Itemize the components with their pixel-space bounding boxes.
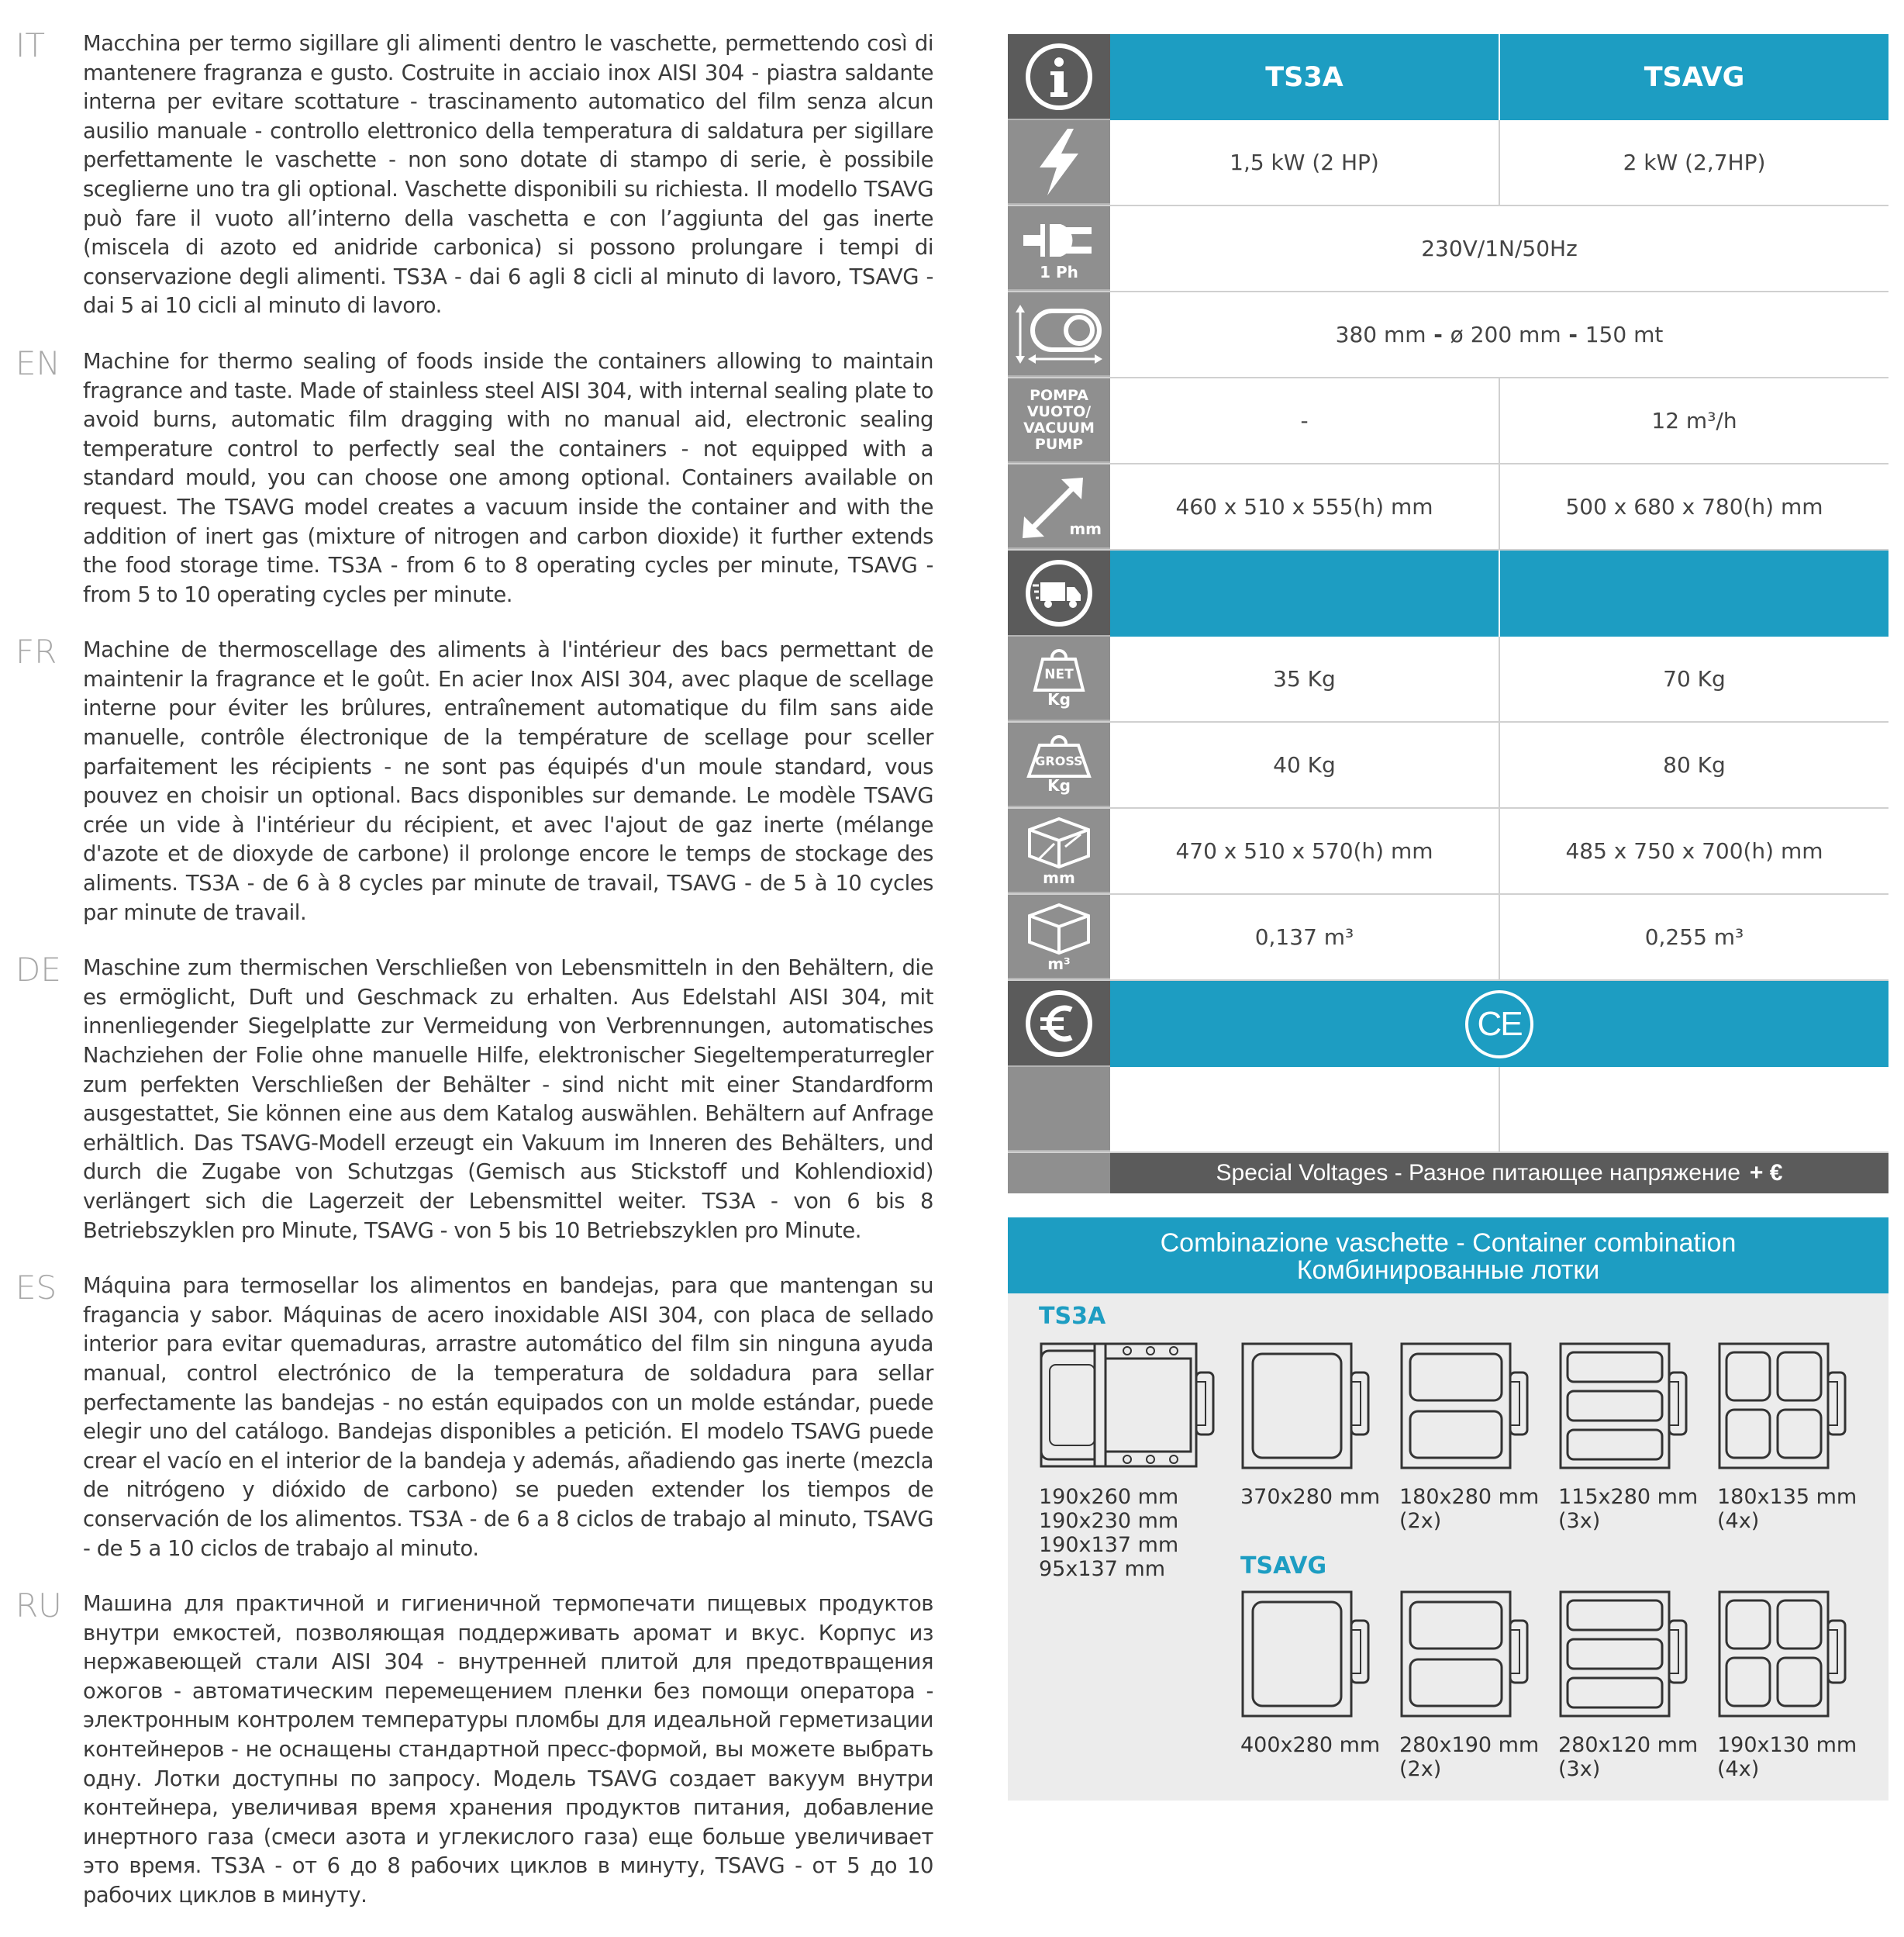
film-width: 380 mm [1335, 322, 1426, 347]
voltage-row [1008, 206, 1888, 292]
model-name: TS3A [1110, 34, 1499, 120]
box-dimensions-icon [1008, 809, 1110, 893]
lang-code: FR [16, 633, 57, 672]
tray-size: 180x135 mm [1717, 1485, 1857, 1509]
gross-weight-value: 40 Kg [1110, 723, 1499, 807]
box-dimensions-unit: mm [1043, 868, 1075, 887]
power-value: 2 kW (2,7HP) [1499, 120, 1888, 205]
film-length: 150 mt [1585, 322, 1664, 347]
gross-weight-value: 80 Kg [1499, 723, 1888, 807]
gross-weight-icon [1008, 723, 1110, 807]
combination-header [1008, 1217, 1888, 1293]
film-roll-icon [1008, 292, 1110, 377]
plug-icon [1008, 206, 1110, 291]
tray-label [1717, 1485, 1857, 1533]
lightning-icon [1008, 120, 1110, 205]
dimensions-value: 460 x 510 x 555(h) mm [1110, 464, 1499, 549]
vacuum-pump-label: POMPA VUOTO/ VACUUM PUMP [1023, 386, 1095, 453]
special-voltages-text [1110, 1153, 1888, 1193]
tray-label [1240, 1733, 1380, 1757]
box-volume-unit: m³ [1047, 954, 1071, 973]
price-row-spacer [1008, 1067, 1110, 1151]
volume-value: 0,255 m³ [1499, 895, 1888, 979]
delivery-truck-icon [1008, 551, 1110, 637]
pump-value: 12 m³/h [1499, 378, 1888, 463]
tray-size: 280x120 mm [1558, 1733, 1699, 1757]
lang-description: Máquina para termosellar los alimentos en bandejas, para que mantengan su fragancia y sabor. Máquinas de acero inoxidable AISI 304, con placa de sellado interior para evitar quemaduras, arrastre automático del film sin ninguna ayuda manual, control electrónico de la temperatura de soldadura para sellar perfectamente las bandejas - no están equipados con un molde estándar, puede elegir uno del catálogo. Bandejas disponibles a petición. El modelo TSAVG puede crear el vacío en el interior de la bandeja y además, añadiendo gas inerte (mezcla de nitrógeno y dióxido de carbono) se pueden extender los tiempos de conservación de los alimentos. TS3A - de 6 a 8 ciclos de trabajo al minuto, TSAVG - de 5 a 10 ciclos de trabajo al minuto. [83, 1274, 933, 1561]
tray-triple [1558, 1590, 1690, 1721]
combination-title: Combinazione vaschette - Container combination [1160, 1228, 1737, 1258]
ts3a-title: TS3A [1039, 1303, 1106, 1330]
tray-size: 115x280 mm [1558, 1485, 1699, 1509]
special-voltages-suffix: + € [1749, 1160, 1783, 1186]
tray-triple [1558, 1341, 1690, 1473]
film-separator: - [1561, 322, 1585, 347]
special-voltages-row [1008, 1153, 1888, 1193]
net-weight-value: 70 Kg [1499, 637, 1888, 721]
lang-block-de [16, 951, 933, 1245]
combination-title-ru: Комбинированные лотки [1296, 1255, 1600, 1285]
tray-count: (4x) [1717, 1509, 1760, 1533]
price-blank [1110, 1067, 1499, 1151]
tray-double [1399, 1341, 1531, 1473]
tray-size: 190x137 mm [1039, 1533, 1179, 1557]
lang-description: Macchina per termo sigillare gli alimenti dentro le vaschette, permettendo così di mantenere fragranza e gusto. Costruite in acciaio inox AISI 304 - piastra saldante interna per evitare scottature - trascinamento automatico del film senza alcun ausilio manuale - controllo elettronico della temperatura di saldatura per sigillare perfettamente le vaschette - non sono dotate di stampo di serie, è possibile sceglierne uno tra gli optional. Vaschette disponibili su richiesta. Il modello TSAVG può fare il vuoto all’interno della vaschetta e con l’aggiunta del gas inerte (miscela di azoto ed anidride carbonica) si possono prolungare i tempi di conservazione degli alimenti. TS3A - dai 6 agli 8 cicli al minuto di lavoro, TSAVG - dai 5 ai 10 cicli al minuto di lavoro. [83, 32, 933, 319]
ce-mark-text: CE [1477, 1004, 1522, 1043]
tsavg-title: TSAVG [1240, 1552, 1327, 1580]
model-name: TSAVG [1499, 34, 1888, 120]
tray-label [1717, 1733, 1857, 1781]
special-voltages-spacer [1008, 1153, 1110, 1193]
lang-block-it [16, 26, 933, 321]
container-combination-panel [1008, 1217, 1888, 1801]
description-column [16, 26, 933, 1937]
tray-size: 190x260 mm [1039, 1485, 1179, 1509]
dimensions-arrow-icon [1008, 464, 1110, 549]
lang-description: Maschine zum thermischen Verschließen von Lebensmitteln in den Behältern, die es ermöglicht, Duft und Geschmack zu erhalten. Aus Edelstahl AISI 304, mit innenliegender Siegelplatte zur Vermeidung von Verbrennungen, automatisches Nachziehen der Folie ohne manuelle Hilfe, elektronischer Siegeltemperaturregler zum perfekten Verschließen der Behälter - sind nicht mit einer Standardform ausgestattet, Sie können eine aus dem Katalog auswählen. Behältern auf Anfrage erhältlich. Das TSAVG-Modell erzeugt ein Vakuum im Inneren des Behälters, und durch die Zugabe von Schutzgas (Gemisch aus Stickstoff und Kohlendioxid) verlängert sich die Lagerzeit der Lebensmittel weiter. TS3A - von 6 bis 8 Betriebszyklen pro Minute, TSAVG - von 5 bis 10 Betriebszyklen pro Minute. [83, 956, 933, 1243]
volume-row [1008, 895, 1888, 981]
tray-size: 280x190 mm [1399, 1733, 1540, 1757]
price-blank [1499, 1067, 1888, 1151]
volume-value: 0,137 m³ [1110, 895, 1499, 979]
lang-block-fr [16, 633, 933, 927]
shipping-blank [1110, 551, 1499, 637]
info-icon [1008, 34, 1110, 120]
shipping-blank [1499, 551, 1888, 637]
lang-code: IT [16, 26, 46, 64]
vacuum-pump-row [1008, 378, 1888, 464]
lang-description: Machine de thermoscellage des aliments à l'intérieur des bacs permettant de maintenir la fragrance et le goût. En acier Inox AISI 304, avec plaque de scellage interne pour éviter les brûlures, entraînement automatique du film sans aide manuelle, contrôle électronique de la température de scellage pour sceller parfaitement les récipients - ne sont pas équipés d'un moule standard, vous pouvez en choisir un optional. Bacs disponibles sur demande. Le modèle TSAVG crée un vide à l'intérieur du récipient, et avec l'ajout de gaz inerte (mélange d'azote et de dioxyde de carbone) il prolonge encore le temps de stockage des aliments. TS3A - de 6 à 8 cycles par minute de travail, TSAVG - de 5 à 10 cycles par minute de travail. [83, 638, 933, 925]
film-row [1008, 292, 1888, 378]
lang-code: DE [16, 951, 61, 989]
packing-dimensions-value: 485 x 750 x 700(h) mm [1499, 809, 1888, 893]
tray-quad [1717, 1590, 1849, 1721]
euro-icon [1008, 981, 1110, 1067]
gross-weight-tag: GROSS [1035, 753, 1083, 768]
lang-code: RU [16, 1587, 62, 1625]
spec-header-row [1008, 34, 1888, 120]
shipping-header-row [1008, 551, 1888, 637]
tray-size: 95x137 mm [1039, 1557, 1166, 1581]
tray-label [1240, 1485, 1380, 1509]
tray-quad [1717, 1341, 1849, 1473]
tray-size: 400x280 mm [1240, 1733, 1381, 1757]
price-header-row [1008, 981, 1888, 1067]
box-volume-icon [1008, 895, 1110, 979]
spec-table [1008, 34, 1888, 1193]
tray-size: 190x130 mm [1717, 1733, 1857, 1757]
tray-single [1240, 1590, 1372, 1721]
packing-dimensions-value: 470 x 510 x 570(h) mm [1110, 809, 1499, 893]
tray-label [1399, 1733, 1539, 1781]
net-weight-icon [1008, 637, 1110, 721]
net-weight-value: 35 Kg [1110, 637, 1499, 721]
lang-block-en [16, 344, 933, 609]
tray-count: (3x) [1558, 1509, 1601, 1533]
lang-description: Машина для практичной и гигиеничной термопечати пищевых продуктов внутри емкостей, позволяющая поддерживать аромат и вкус. Корпус из нержавеющей стали AISI 304 - внутренней плитой для предотвращения ожогов - автоматическим перемещением пленки без помощи оператора - электронным контролем температуры пломбы для идеальной герметизации контейнеров - не оснащены стандартной пресс-формой, вы можете выбрать одну. Лотки доступны по запросу. Модель TSAVG создает вакуум внутри контейнера, увеличивая время хранения продуктов питания, добавление инертного газа (смеси азота и углекислого газа) еще больше увеличивает это время. TS3A - от 6 до 8 рабочих циклов в минуту, TSAVG - от 5 до 10 рабочих циклов в минуту. [83, 1592, 933, 1908]
film-separator: - [1426, 322, 1450, 347]
film-value [1110, 292, 1888, 377]
plug-phase-label: 1 Ph [1040, 262, 1078, 281]
tray-count: (3x) [1558, 1757, 1601, 1781]
lang-code: EN [16, 344, 60, 382]
tray-label [1558, 1733, 1698, 1781]
vacuum-pump-icon [1008, 378, 1110, 463]
ce-mark-cell [1110, 981, 1888, 1067]
tray-label [1558, 1485, 1698, 1533]
pump-value: - [1110, 378, 1499, 463]
lang-block-ru [16, 1587, 933, 1911]
tray-count: (4x) [1717, 1757, 1760, 1781]
power-row [1008, 120, 1888, 206]
tray-single [1240, 1341, 1372, 1473]
net-weight-tag: NET [1044, 666, 1074, 682]
special-voltages-label: Special Voltages - Разное питающее напряжение [1216, 1160, 1740, 1186]
packing-dimensions-row [1008, 809, 1888, 895]
net-weight-row [1008, 637, 1888, 723]
net-weight-unit: Kg [1047, 689, 1071, 709]
gross-weight-row [1008, 723, 1888, 809]
tray-size: 190x230 mm [1039, 1509, 1179, 1533]
dimensions-value: 500 x 680 x 780(h) mm [1499, 464, 1888, 549]
lang-description: Machine for thermo sealing of foods inside the containers allowing to maintain fragrance and taste. Made of stainless steel AISI 304, with internal sealing plate to avoid burns, automatic film dragging with no manual aid, electronic sealing temperature control to perfectly seal the containers - not equipped with a standard mould, you can choose one among optional. Containers available on request. The TSAVG model creates a vacuum inside the container and with the addition of inert gas (mixture of nitrogen and carbon dioxide) it further extends the food storage time. TS3A - from 6 to 8 operating cycles per minute, TSAVG - from 5 to 10 operating cycles per minute. [83, 349, 933, 607]
tray-double [1399, 1590, 1531, 1721]
lang-block-es [16, 1269, 933, 1563]
voltage-value: 230V/1N/50Hz [1110, 206, 1888, 291]
tray-size: 370x280 mm [1240, 1485, 1381, 1509]
dimensions-row [1008, 464, 1888, 551]
tray-count: (2x) [1399, 1757, 1442, 1781]
ts3a-mould-tray [1039, 1341, 1217, 1473]
tray-size: 180x280 mm [1399, 1485, 1540, 1509]
tray-count: (2x) [1399, 1509, 1442, 1533]
ce-mark-icon [1465, 990, 1533, 1058]
film-diameter: ø 200 mm [1450, 322, 1561, 347]
dimensions-unit: mm [1069, 519, 1102, 538]
power-value: 1,5 kW (2 HP) [1110, 120, 1499, 205]
tray-label [1399, 1485, 1539, 1533]
ts3a-mould-sizes [1039, 1485, 1178, 1581]
lang-code: ES [16, 1269, 57, 1307]
gross-weight-unit: Kg [1047, 775, 1071, 795]
price-row [1008, 1067, 1888, 1153]
